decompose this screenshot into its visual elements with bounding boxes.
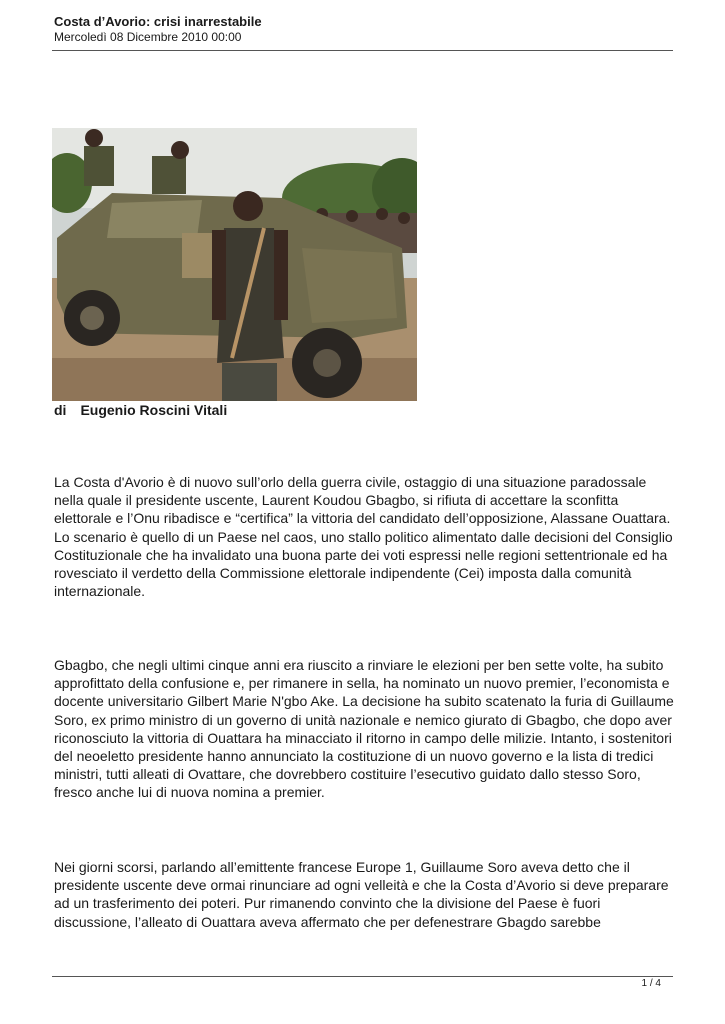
article-paragraph: Nei giorni scorsi, parlando all’emittente francese Europe 1, Guillaume Soro aveva detto che il presidente uscente deve ormai rinunciare ad ogni velleità e che la Costa d’Avorio si deve preparare ad un trasferimento dei poteri. Pur rimanendo convinto che la divisione del Paese è fuori discussione, l’alleato di Ouattara aveva affermato che per defenestrare Gbagdo sarebbe [54, 859, 669, 930]
article-paragraph: La Costa d'Avorio è di nuovo sull’orlo della guerra civile, ostaggio di una situazione paradossale nella quale il presidente uscente, Laurent Koudou Gbagbo, si rifiuta di accettare la sconfitta elettorale e l’Onu ribadisce e “certifica” la vittoria del candidato dell’opposizione, Alassane Ouattara. Lo scenario è quello di un Paese nel caos, uno stallo politico alimentato dalle decisioni del Consiglio Costituzionale che ha invalidato una buona parte dei voti espressi nelle regioni settentrionale ed ha rovesciato il verdetto della Commissione elettorale indipendente (Cei) imposta dalla comunità internazionale. [54, 474, 673, 600]
article-byline: di Eugenio Roscini Vitali [54, 402, 228, 418]
article-paragraph: Gbagbo, che negli ultimi cinque anni era riuscito a rinviare le elezioni per ben sette volte, ha subito approfittato della confusione e, per rimanere in sella, ha nominato un nuovo premier, l’economista e docente universitario Gilbert Marie N'gbo Ake. La decisione ha subito scatenato la furia di Guillaume Soro, ex primo ministro di un governo di unità nazionale e nemico giurato di Gbagbo, che dopo aver riconosciuto la vittoria di Ouattara ha minacciato il ritorno in campo delle milizie. Intanto, i sostenitori del neoeletto presidente hanno annunciato la costituzione di un nuovo governo e la lista di tredici ministri, tutti alleati di Ovattare, che dovrebbero costituire l’esecutivo guidato dallo stesso Soro, fresco anche lui di nuova nomina a premier. [54, 657, 674, 801]
publish-date: Mercoledì 08 Dicembre 2010 00:00 [54, 30, 242, 44]
page-header [54, 14, 672, 45]
article-photo [52, 128, 417, 401]
footer-divider [52, 976, 673, 977]
page-number: 1 / 4 [641, 978, 661, 989]
article-title: Costa d’Avorio: crisi inarrestabile [54, 14, 262, 29]
header-divider [52, 50, 673, 51]
